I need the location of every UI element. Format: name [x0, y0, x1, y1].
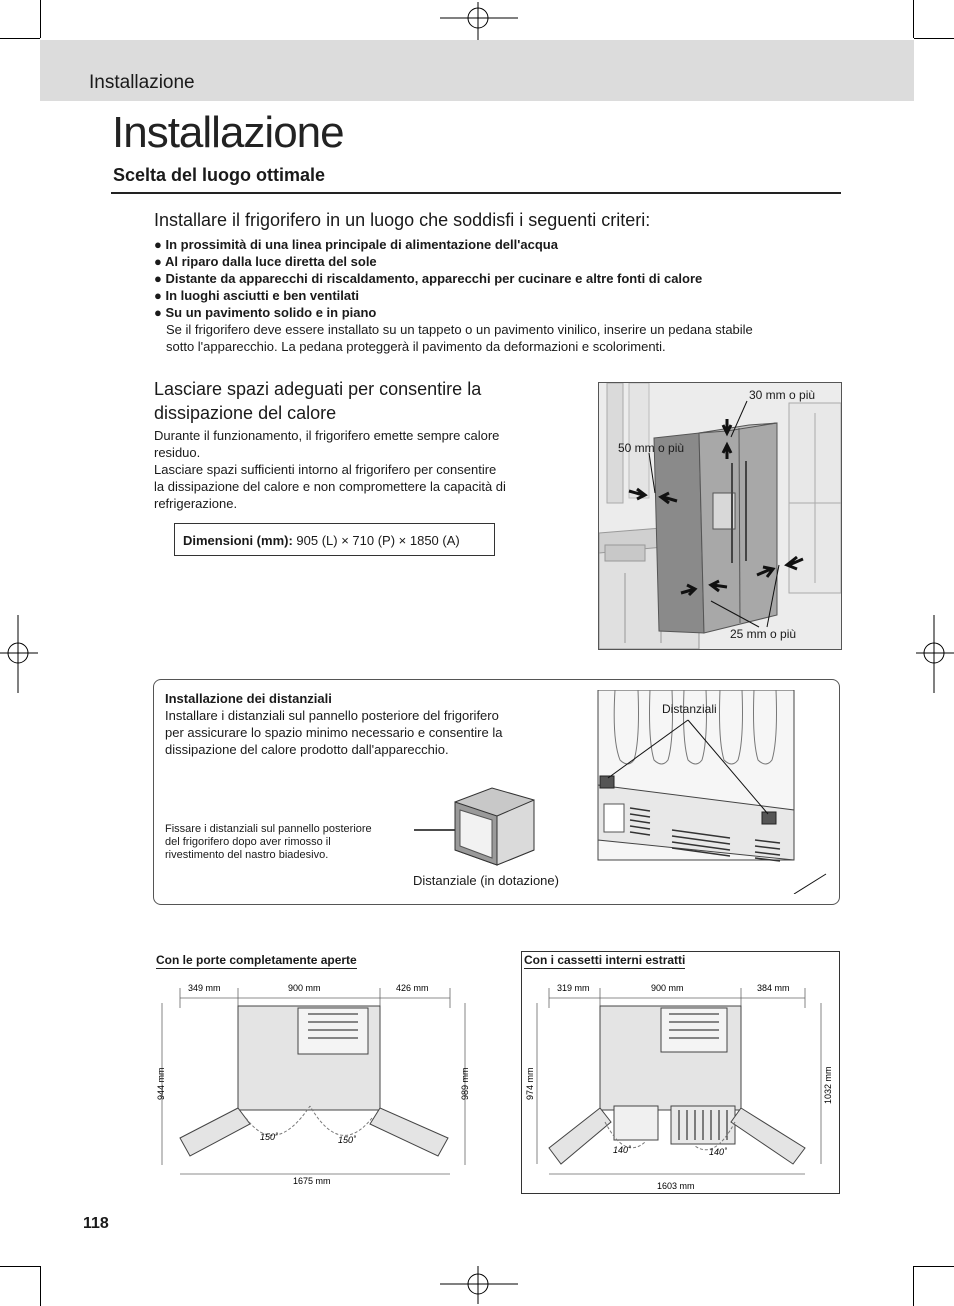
dim-left: 319 mm [557, 983, 590, 993]
registration-mark-right [914, 615, 954, 695]
drawers-open-diagram [525, 978, 837, 1190]
page-title: Installazione [112, 108, 344, 157]
dimensions-value: 905 (L) × 710 (P) × 1850 (A) [292, 533, 460, 548]
dim-height-right: 1032 mm [823, 1066, 833, 1104]
crop-mark [40, 0, 41, 38]
body-line: Lasciare spazi sufficienti intorno al frigorifero per consentire [154, 462, 497, 477]
dim-height-left: 974 mm [525, 1067, 535, 1100]
angle-left: 140˚ [613, 1145, 632, 1155]
spacer-title: Installazione dei distanziali [165, 691, 332, 706]
doors-open-diagram [150, 978, 490, 1193]
clearance-top-label: 30 mm o più [749, 388, 816, 402]
crop-mark [913, 0, 914, 38]
body-line: Installare i distanziali sul pannello posteriore del frigorifero [165, 708, 499, 723]
dim-right: 426 mm [396, 983, 429, 993]
spacer-part-illustration [410, 780, 540, 872]
diagram-left-title: Con le porte completamente aperte [156, 953, 357, 967]
criteria-item: ● In luoghi asciutti e ben ventilati [154, 288, 360, 303]
dim-total: 1675 mm [293, 1176, 331, 1186]
body-line: per assicurare lo spazio minimo necessario e consentire la [165, 725, 503, 740]
dimensions-label: Dimensioni (mm): [183, 533, 293, 548]
dim-right: 384 mm [757, 983, 790, 993]
crop-mark [914, 1266, 954, 1267]
criteria-item: ● In prossimità di una linea principale di alimentazione dell'acqua [154, 237, 558, 252]
body-line: Fissare i distanziali sul pannello posteriore [165, 823, 372, 835]
dim-height-left: 944 mm [156, 1067, 166, 1100]
kitchen-clearance-figure [598, 382, 842, 650]
crop-mark [0, 1266, 40, 1267]
registration-mark-bottom [440, 1266, 520, 1306]
page-number: 118 [83, 1215, 109, 1232]
dim-height-right: 989 mm [460, 1067, 470, 1100]
body-line: refrigerazione. [154, 496, 238, 511]
dim-center: 900 mm [288, 983, 321, 993]
clearance-side-label: 50 mm o più [618, 441, 685, 455]
spacer-callout: Distanziali [662, 702, 717, 716]
criteria-note: Se il frigorifero deve essere installato su un tappeto o un pavimento vinilico, inserire un pedana stabile [166, 322, 753, 337]
body-line: Durante il funzionamento, il frigorifero emette sempre calore [154, 428, 500, 443]
spacing-heading [154, 377, 481, 425]
registration-mark-top [440, 0, 520, 40]
angle-right: 140˚ [709, 1147, 728, 1157]
criteria-item: ● Distante da apparecchi di riscaldamento, apparecchi per cucinare e altre fonti di calore [154, 271, 703, 286]
spacer-text [165, 690, 565, 758]
spacing-heading-line: dissipazione del calore [154, 403, 337, 423]
body-line: la dissipazione del calore e non compromettere la capacità di [154, 479, 506, 494]
body-line: rivestimento del nastro biadesivo. [165, 849, 329, 861]
angle-left: 150˚ [260, 1132, 279, 1142]
body-line: dissipazione del calore prodotto dall'apparecchio. [165, 742, 449, 757]
spacing-body [154, 427, 554, 512]
kitchen-illustration [599, 383, 841, 649]
crop-mark [913, 1266, 914, 1306]
section-subtitle: Scelta del luogo ottimale [113, 165, 326, 185]
dim-total: 1603 mm [657, 1181, 695, 1190]
crop-mark [0, 38, 40, 39]
criteria-heading: Installare il frigorifero in un luogo che soddisfi i seguenti criteri: [154, 210, 651, 230]
criteria-list [154, 236, 844, 355]
fridge-back-illustration [590, 690, 830, 894]
dimensions-box [174, 523, 495, 556]
spacing-heading-line: Lasciare spazi adeguati per consentire la [154, 379, 482, 399]
criteria-item: ● Al riparo dalla luce diretta del sole [154, 254, 377, 269]
body-line: del frigorifero dopo aver rimosso il [165, 836, 331, 848]
criteria-note: sotto l'apparecchio. La pedana proteggerà il pavimento da deformazioni e scolorimenti. [166, 339, 666, 354]
body-line: residuo. [154, 445, 201, 460]
criteria-item: ● Su un pavimento solido e in piano [154, 305, 377, 320]
title-rule [111, 192, 841, 194]
angle-right: 150˚ [338, 1135, 357, 1145]
crop-mark [40, 1266, 41, 1306]
registration-mark-left [0, 615, 40, 695]
dim-left: 349 mm [188, 983, 221, 993]
diagram-right-title: Con i cassetti interni estratti [524, 953, 686, 967]
spacer-supplied-label: Distanziale (in dotazione) [413, 873, 559, 888]
crop-mark [914, 38, 954, 39]
section-label: Installazione [89, 72, 195, 93]
spacer-fix-text [165, 823, 372, 862]
clearance-bottom-label: 25 mm o più [730, 627, 797, 641]
dim-center: 900 mm [651, 983, 684, 993]
